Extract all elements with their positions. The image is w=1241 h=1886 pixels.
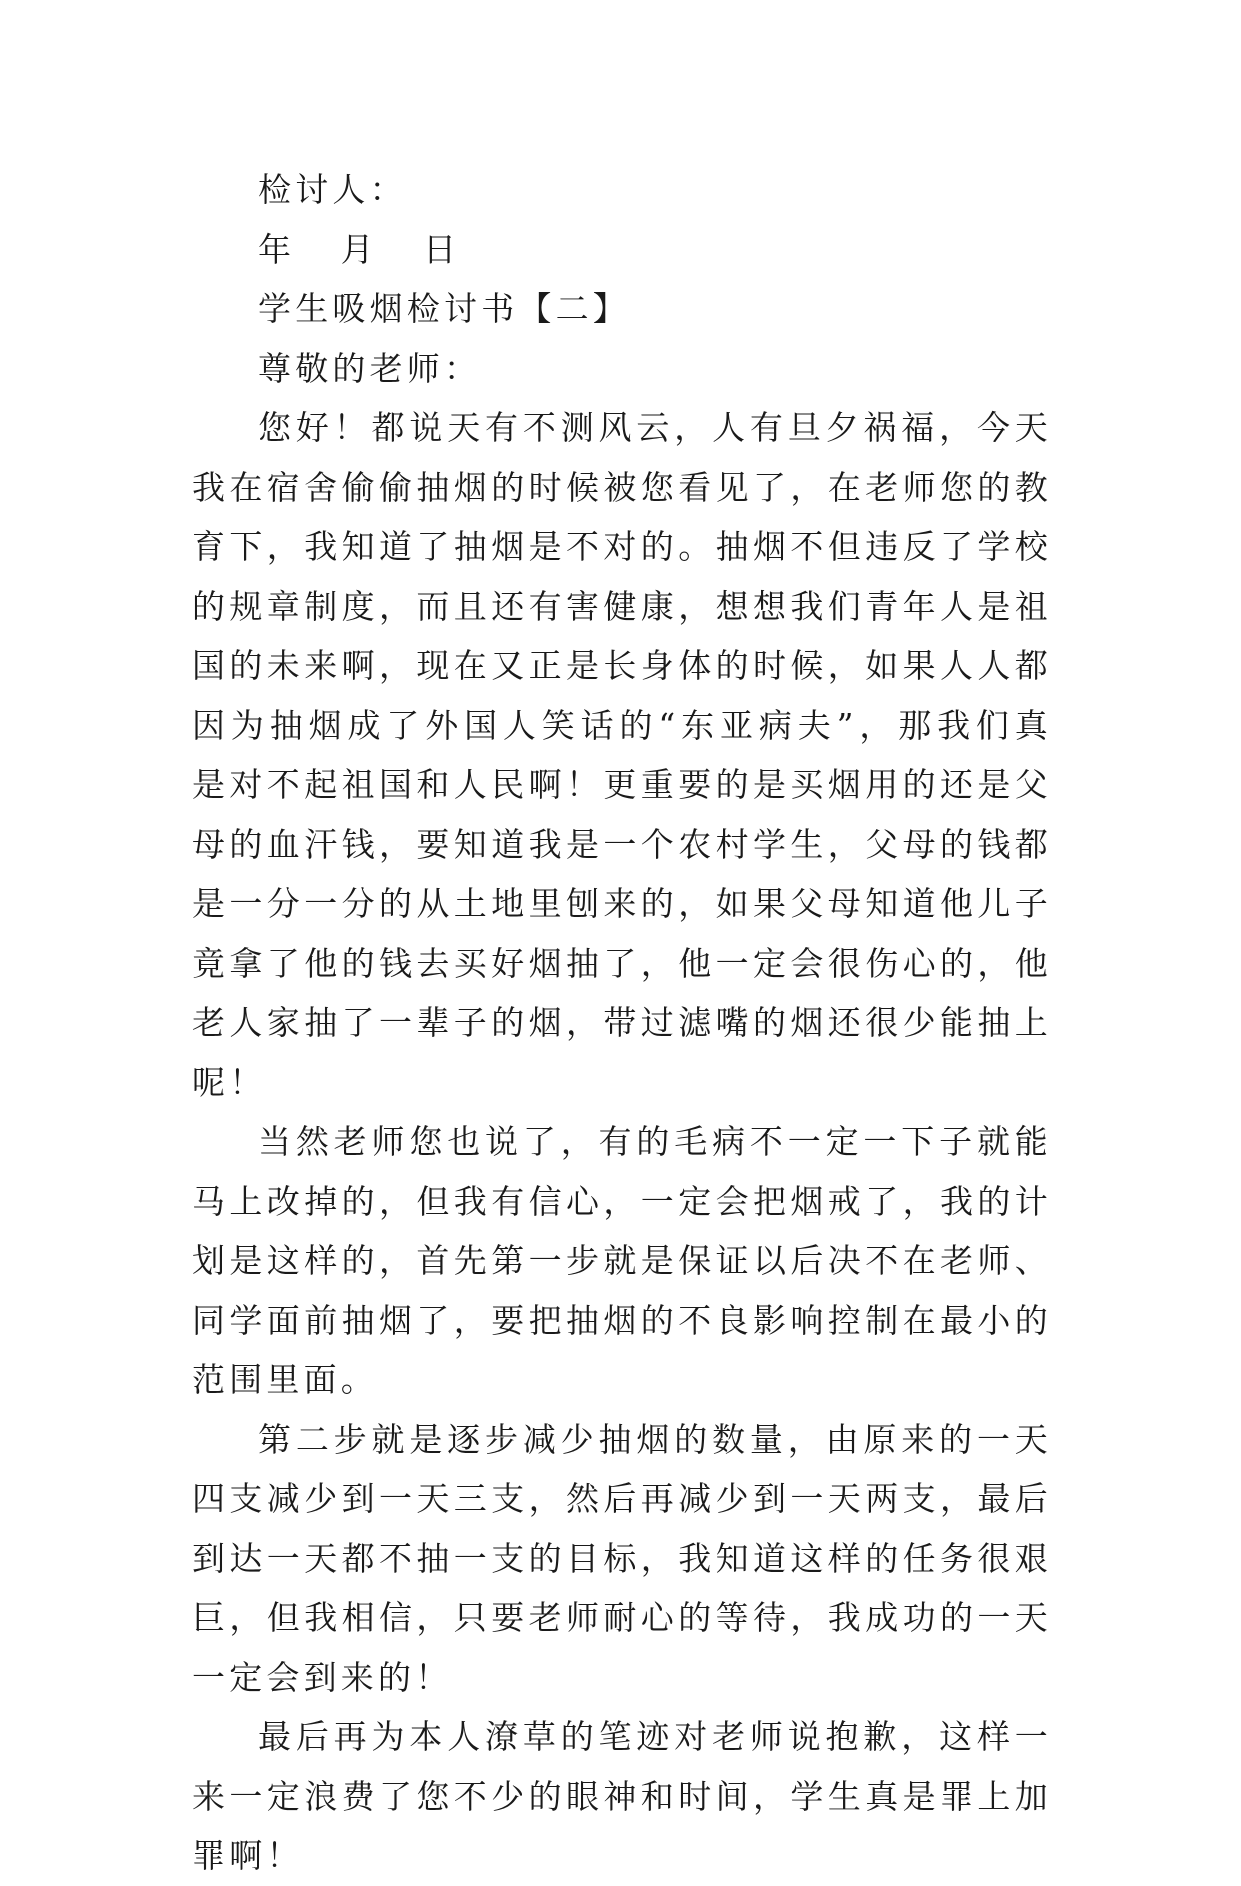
paragraph-4: 最后再为本人潦草的笔迹对老师说抱歉，这样一来一定浪费了您不少的眼神和时间，学生真是罪上加罪啊！ xyxy=(192,1717,1052,1875)
paragraph-1: 您好！都说天有不测风云，人有旦夕祸福，今天我在宿舍偷偷抽烟的时候被您看见了，在老师您的教育下，我知道了抽烟是不对的。抽烟不但违反了学校的规章制度，而且还有害健康，想想我们青年人是祖国的未来啊，现在又正是长身体的时候，如果人人都因为抽烟成了外国人笑话的“东亚病夫”，那我们真是对不起祖国和人民啊！更重要的是买烟用的还是父母的血汗钱，要知道我是一个农村学生，父母的钱都是一分一分的从土地里刨来的，如果父母知道他儿子竟拿了他的钱去买好烟抽了，他一定会很伤心的，他老人家抽了一辈子的烟，带过滤嘴的烟还很少能抽上呢！ xyxy=(192,408,1052,1102)
paragraph-3: 第二步就是逐步减少抽烟的数量，由原来的一天四支减少到一天三支，然后再减少到一天两支，最后到达一天都不抽一支的目标，我知道这样的任务很艰巨，但我相信，只要老师耐心的等待，我成功的一天一定会到来的！ xyxy=(192,1419,1052,1697)
section-title: 学生吸烟检讨书【二】 xyxy=(258,289,630,328)
signer-label: 检讨人： xyxy=(258,170,407,209)
paragraph-2: 当然老师您也说了，有的毛病不一定一下子就能马上改掉的，但我有信心，一定会把烟戒了，我的计划是这样的，首先第一步就是保证以后决不在老师、同学面前抽烟了，要把抽烟的不良影响控制在最小的范围里面。 xyxy=(192,1122,1052,1399)
date-label: 年 月 日 xyxy=(258,229,461,269)
salutation: 尊敬的老师： xyxy=(258,348,482,388)
document-body xyxy=(192,160,1052,1886)
